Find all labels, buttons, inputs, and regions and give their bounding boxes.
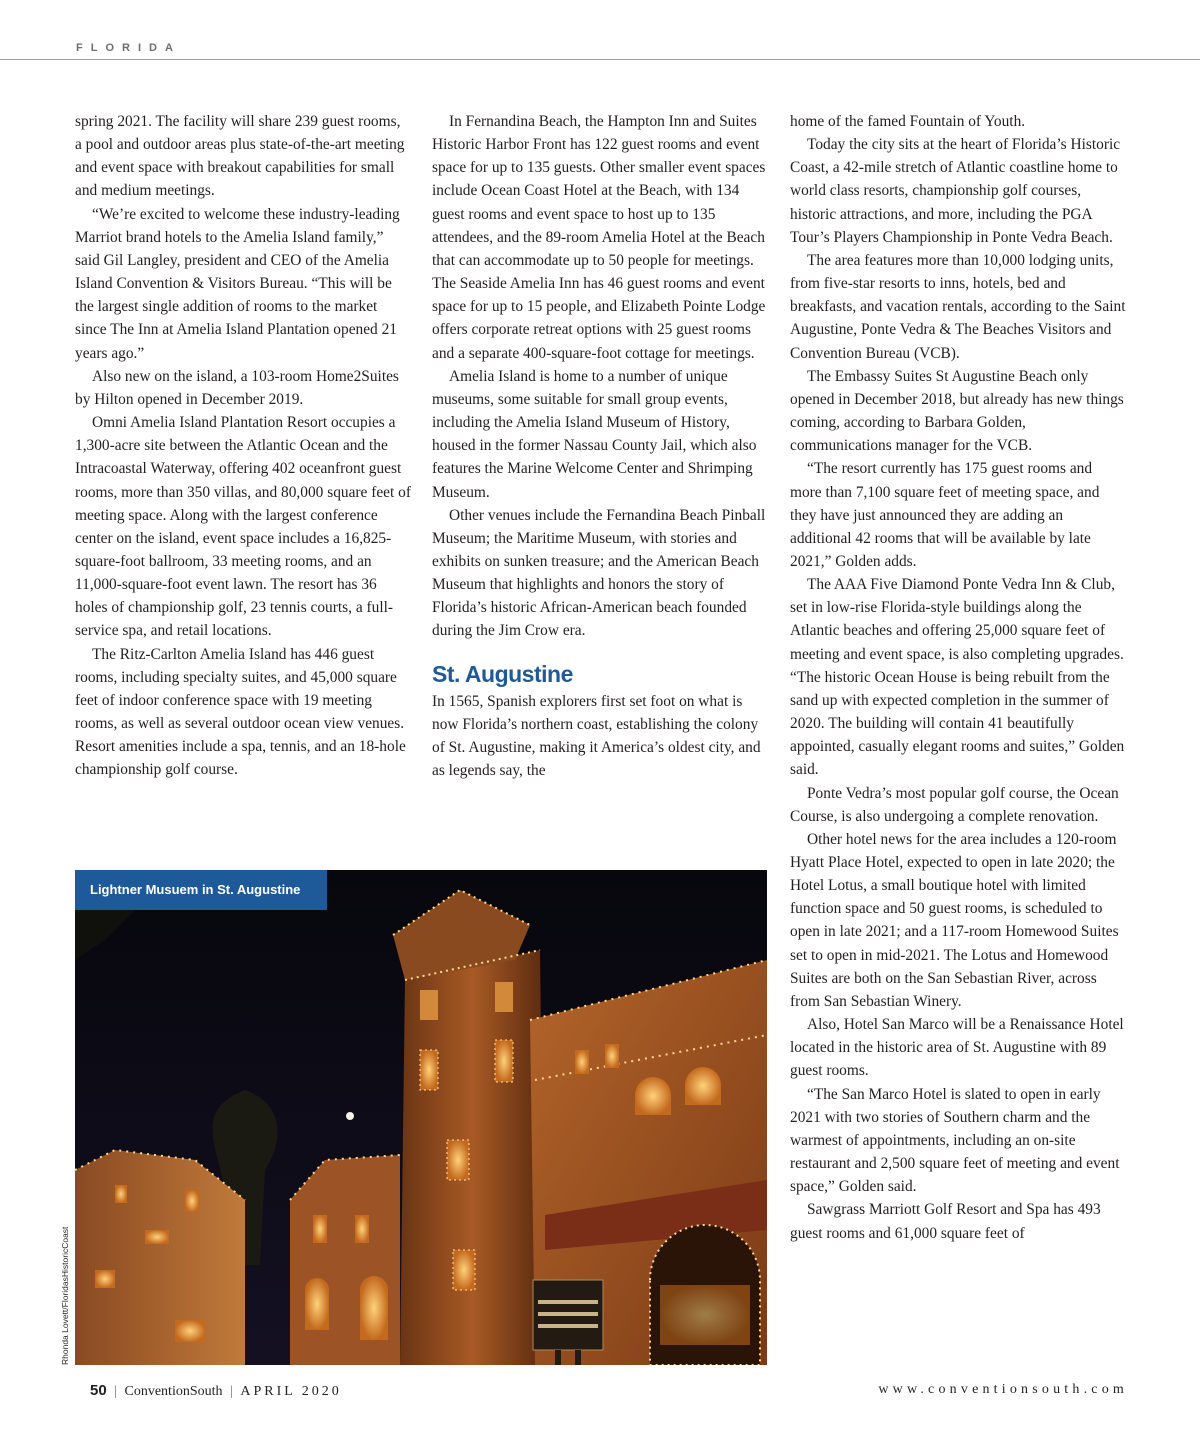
paragraph: “We’re excited to welcome these industry-leading Marriot brand hotels to the Amelia Island family,” said Gil Langley, president and CEO of the Amelia Island Convention & Visitors Bureau. “This will be the largest single addition of rooms to the market since The Inn at Amelia Island Plantation opened 21 years ago.” bbox=[75, 205, 400, 362]
column-3 bbox=[790, 110, 1126, 1245]
photo-credit: Rhonda Lovett/FloridasHistoricCoast bbox=[60, 1226, 70, 1365]
footer-separator: | bbox=[114, 1384, 117, 1399]
paragraph: Sawgrass Marriott Golf Resort and Spa has 493 guest rooms and 61,000 square feet of bbox=[790, 1201, 1101, 1242]
website-url: www.conventionsouth.com bbox=[878, 1382, 1128, 1397]
paragraph: The Embassy Suites St Augustine Beach only opened in December 2018, but already has new things coming, according to Barbara Golden, communications manager for the VCB. bbox=[790, 367, 1124, 455]
page-number: 50 bbox=[90, 1382, 107, 1399]
column-2 bbox=[432, 110, 768, 782]
header-rule bbox=[0, 59, 1200, 60]
footer-folio bbox=[90, 1382, 342, 1400]
paragraph: The Ritz-Carlton Amelia Island has 446 guest rooms, including specialty suites, and 45,000 square feet of indoor conference space with 19 meeting rooms, as well as several outdoor ocean view venues. Resort amenities include a spa, tennis, and an 18-hole championship golf course. bbox=[75, 645, 406, 779]
paragraph: Ponte Vedra’s most popular golf course, the Ocean Course, is also undergoing a complete renovation. bbox=[790, 784, 1119, 825]
paragraph: The AAA Five Diamond Ponte Vedra Inn & Club, set in low-rise Florida-style buildings along the Atlantic beaches and offering 25,000 square feet of meeting and event space, is also completing upgrades. “The historic Ocean House is being rebuilt from the sand up with expected completion in the summer of 2020. The building will contain 41 beautifully appointed, casually elegant rooms and suites,” Golden said. bbox=[790, 576, 1125, 779]
paragraph: Amelia Island is home to a number of unique museums, some suitable for small group events, including the Amelia Island Museum of History, housed in the former Nassau County Jail, which also features the Marine Welcome Center and Shrimping Museum. bbox=[432, 367, 757, 501]
paragraph: The area features more than 10,000 lodging units, from five-star resorts to inns, hotels, bed and breakfasts, and vacation rentals, according to the Saint Augustine, Ponte Vedra & The Beaches Visitors and Convention Bureau (VCB). bbox=[790, 251, 1126, 362]
issue-date: APRIL 2020 bbox=[240, 1384, 342, 1399]
paragraph: “The resort currently has 175 guest rooms and more than 7,100 square feet of meeting space, and they have just announced they are adding an additional 42 rooms that will be available by late 2021,” Golden adds. bbox=[790, 460, 1100, 570]
lightner-museum-photo bbox=[75, 870, 767, 1365]
paragraph: Other hotel news for the area includes a 120-room Hyatt Place Hotel, expected to open in late 2020; the Hotel Lotus, a small boutique hotel with limited function space and 50 guest rooms, is scheduled to open in late 2021; and a 117-room Homewood Suites set to open in mid-2021. The Lotus and Homewood Suites are both on the San Sebastian River, across from San Sebastian Winery. bbox=[790, 830, 1119, 1010]
column-1 bbox=[75, 110, 411, 782]
photo-caption: Lightner Musuem in St. Augustine bbox=[75, 870, 327, 910]
paragraph: spring 2021. The facility will share 239 guest rooms, a pool and outdoor areas plus state-of-the-art meeting and event space with breakout capabilities for small and medium meetings. bbox=[75, 113, 405, 200]
paragraph: Also, Hotel San Marco will be a Renaissance Hotel located in the historic area of St. Augustine with 89 guest rooms. bbox=[790, 1016, 1124, 1080]
paragraph: “The San Marco Hotel is slated to open in early 2021 with two stories of Southern charm and the warmest of appointments, including an on-site restaurant and 2,500 square feet of meeting and event space,” Golden said. bbox=[790, 1085, 1120, 1196]
publication-name: ConventionSouth bbox=[124, 1384, 223, 1399]
photo-illustration bbox=[75, 870, 767, 1365]
paragraph: Other venues include the Fernandina Beach Pinball Museum; the Maritime Museum, with stories and exhibits on sunken treasure; and the American Beach Museum that highlights and honors the story of Florida’s historic African-American beach founded during the Jim Crow era. bbox=[432, 506, 766, 640]
paragraph: In Fernandina Beach, the Hampton Inn and Suites Historic Harbor Front has 122 guest rooms and event space for up to 135 guests. Other smaller event spaces include Ocean Coast Hotel at the Beach, with 134 guest rooms and event space to host up to 135 attendees, and the 89-room Amelia Hotel at the Beach that can accommodate up to 50 people for meetings. The Seaside Amelia Inn has 46 guest rooms and event space for up to 15 people, and Elizabeth Pointe Lodge offers corporate retreat options with 25 guest rooms and a separate 400-square-foot cottage for meetings. bbox=[432, 113, 766, 362]
paragraph: Today the city sits at the heart of Florida’s Historic Coast, a 42-mile stretch of Atlantic coastline home to world class resorts, championship golf courses, historic attractions, and more, including the PGA Tour’s Players Championship in Ponte Vedra Beach. bbox=[790, 136, 1121, 246]
section-subhead: St. Augustine bbox=[432, 660, 573, 687]
paragraph: home of the famed Fountain of Youth. bbox=[790, 113, 1026, 130]
paragraph: Omni Amelia Island Plantation Resort occupies a 1,300-acre site between the Atlantic Ocean and the Intracoastal Waterway, offering 402 oceanfront guest rooms, more than 350 villas, and 80,000 square feet of meeting space. Along with the largest conference center on the island, event space includes a 16,825-square-foot ballroom, 33 meeting rooms, and an 11,000-square-foot event lawn. The resort has 36 holes of championship golf, 23 tennis courts, a full-service spa, and retail locations. bbox=[75, 414, 411, 640]
paragraph: In 1565, Spanish explorers first set foot on what is now Florida’s northern coast, establishing the colony of St. Augustine, making it America’s oldest city, and as legends say, the bbox=[432, 692, 761, 780]
section-label: FLORIDA bbox=[76, 42, 181, 54]
paragraph: Also new on the island, a 103-room Home2Suites by Hilton opened in December 2019. bbox=[75, 367, 399, 408]
footer-separator: | bbox=[230, 1384, 233, 1399]
